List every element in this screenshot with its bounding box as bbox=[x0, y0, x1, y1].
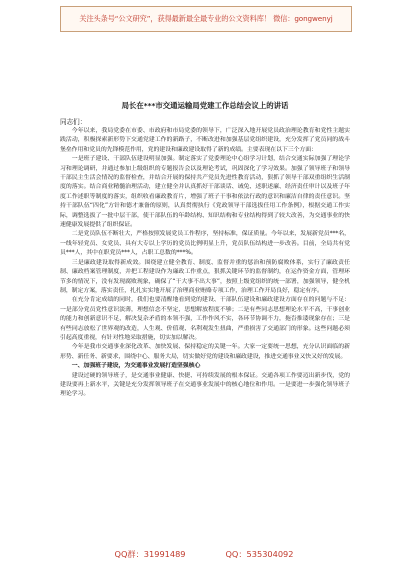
qq-contact: QQ：535304092 bbox=[225, 549, 294, 559]
document-title: 局长在***市交通运输局党建工作总结会议上的讲话 bbox=[121, 101, 289, 110]
paragraph: 今年是我市交通事业深化改革、加快发展、保持稳定的关键一年。大家一定要统一思想，充分认识面临的新形势、新任务、新要求，围绕中心、服务大局，切实做好党的建设和廉政建设，推进交通事业又快又好的发展。 bbox=[60, 344, 350, 360]
paragraph: 三是廉政建设取得新成效。围绕建立健全教育、制度、监督并重的惩治和预防腐败体系，实行了廉政责任制、廉政档案管理制度，并把工程建设作为廉政工作重点，狠抓关键环节的监督制约，在运作资金方面，管理环节多的情况下，没有发现腐败现象，确保了“干大事不出大事”，按照上级党组织的统一部署，加强领导，健全机制，制定方案，落实责任，扎扎实实地开展了治理商业贿赂专项工作，治理工作开局良好，稳定有序。 bbox=[60, 259, 350, 294]
document-body bbox=[60, 127, 350, 400]
qq-group: QQ群：31991489 bbox=[114, 549, 186, 559]
salutation: 同志们： bbox=[60, 118, 87, 126]
contact-footer bbox=[0, 549, 408, 560]
paragraph: 在充分肯定成绩的同时，我们也要清醒地看到党的建设、干部队伍建设和廉政建设方面存在的问题与不足：一是部分党员党性意识淡薄，理想信念不坚定，思想解放程度不够；二是有些同志思想理论水平不高，干事创业的能力和创新意识不足，解决复杂矛盾的本领不强，工作作风不实，各环节协调不力，拖沓推诿现象存在；三是有些同志放松了世界观的改造，人生观、价值观、名利观发生扭曲，严重损害了交通部门的形象。这些问题必须引起高度重视，有针对性地采取措施，切实加以解决。 bbox=[60, 297, 350, 341]
promo-banner-text: 关注头条号“公文研究”，获得最新最全最专业的公文资料库！ 微信：gongwenyj bbox=[79, 14, 333, 23]
paragraph: 建设过硬的领导班子，是交通事业健康、快捷、可持续发展的根本保证。交通各项工作要迈出新步伐，党的建设要再上新水平，关键是充分发挥领导班子在交通事业发展中的核心地位和作用。一是要进一步强化领导班子理论学习。 bbox=[60, 372, 350, 398]
promo-banner bbox=[60, 6, 352, 32]
paragraph: 今年以来，我局党委在市委、市政府和市局党委的领导下，广泛深入地开展党员政治理论教育和党性主题实践活动，积极探索新形势下交通党建工作的新路子，不断改进和加强基层党组织建设，充分发挥了党员同的战斗堡垒作用和党员的先锋模范作用，党的建设和廉政建设取得了新的成绩。主要表现在以下三个方面： bbox=[60, 128, 350, 153]
section-heading: 一、加强班子建设，为交通事业发展打造坚强核心 bbox=[71, 363, 201, 370]
paragraph: 二是党员队伍不断壮大，严格按照发展党员工作程序，坚持标准，保证质量。今年以来，发展新党员***名，一线年轻党员、女党员、具有大专以上学历的党员比例明显上升，党员队伍结构进一步改善。目前，全局共有党员***人，其中在职党员***人，占职工总数的***%。 bbox=[60, 231, 350, 257]
paragraph: 一是班子建设、干部队伍建设明显加强。制定落实了党委理论中心组学习计划，结合交通实际加强了理论学习和理论调研，并通过参加上级组织的专题报告会以及理论考试，巩固深化了学习效果。加强了领导班子和领导干部民主生活会情况的监督检查，并结合开展的保持共产党员先进性教育活动，狠抓了领导干部双重组织生活制度的落实。结合商业精髓治理活动，建立健全并认真抓好干部谈话、诫免、述职述廉、经济责任审计以及班子年度工作述职等制度的落实，组织收看廉政教育片，增强了班子干事和依法行政的意识和廉洁自律的责任意识。坚持干部队伍“四化”方针和德才兼备的原则，认真贯彻执行《党政领导干部选拔任用工作条例》，根据交通工作实际，调整选拔了一批中层干部，使干部队伍的年龄结构、知识结构和专业结构得到了较大改善，为交通事业的快速健康发展提供了组织保证。 bbox=[60, 156, 350, 229]
